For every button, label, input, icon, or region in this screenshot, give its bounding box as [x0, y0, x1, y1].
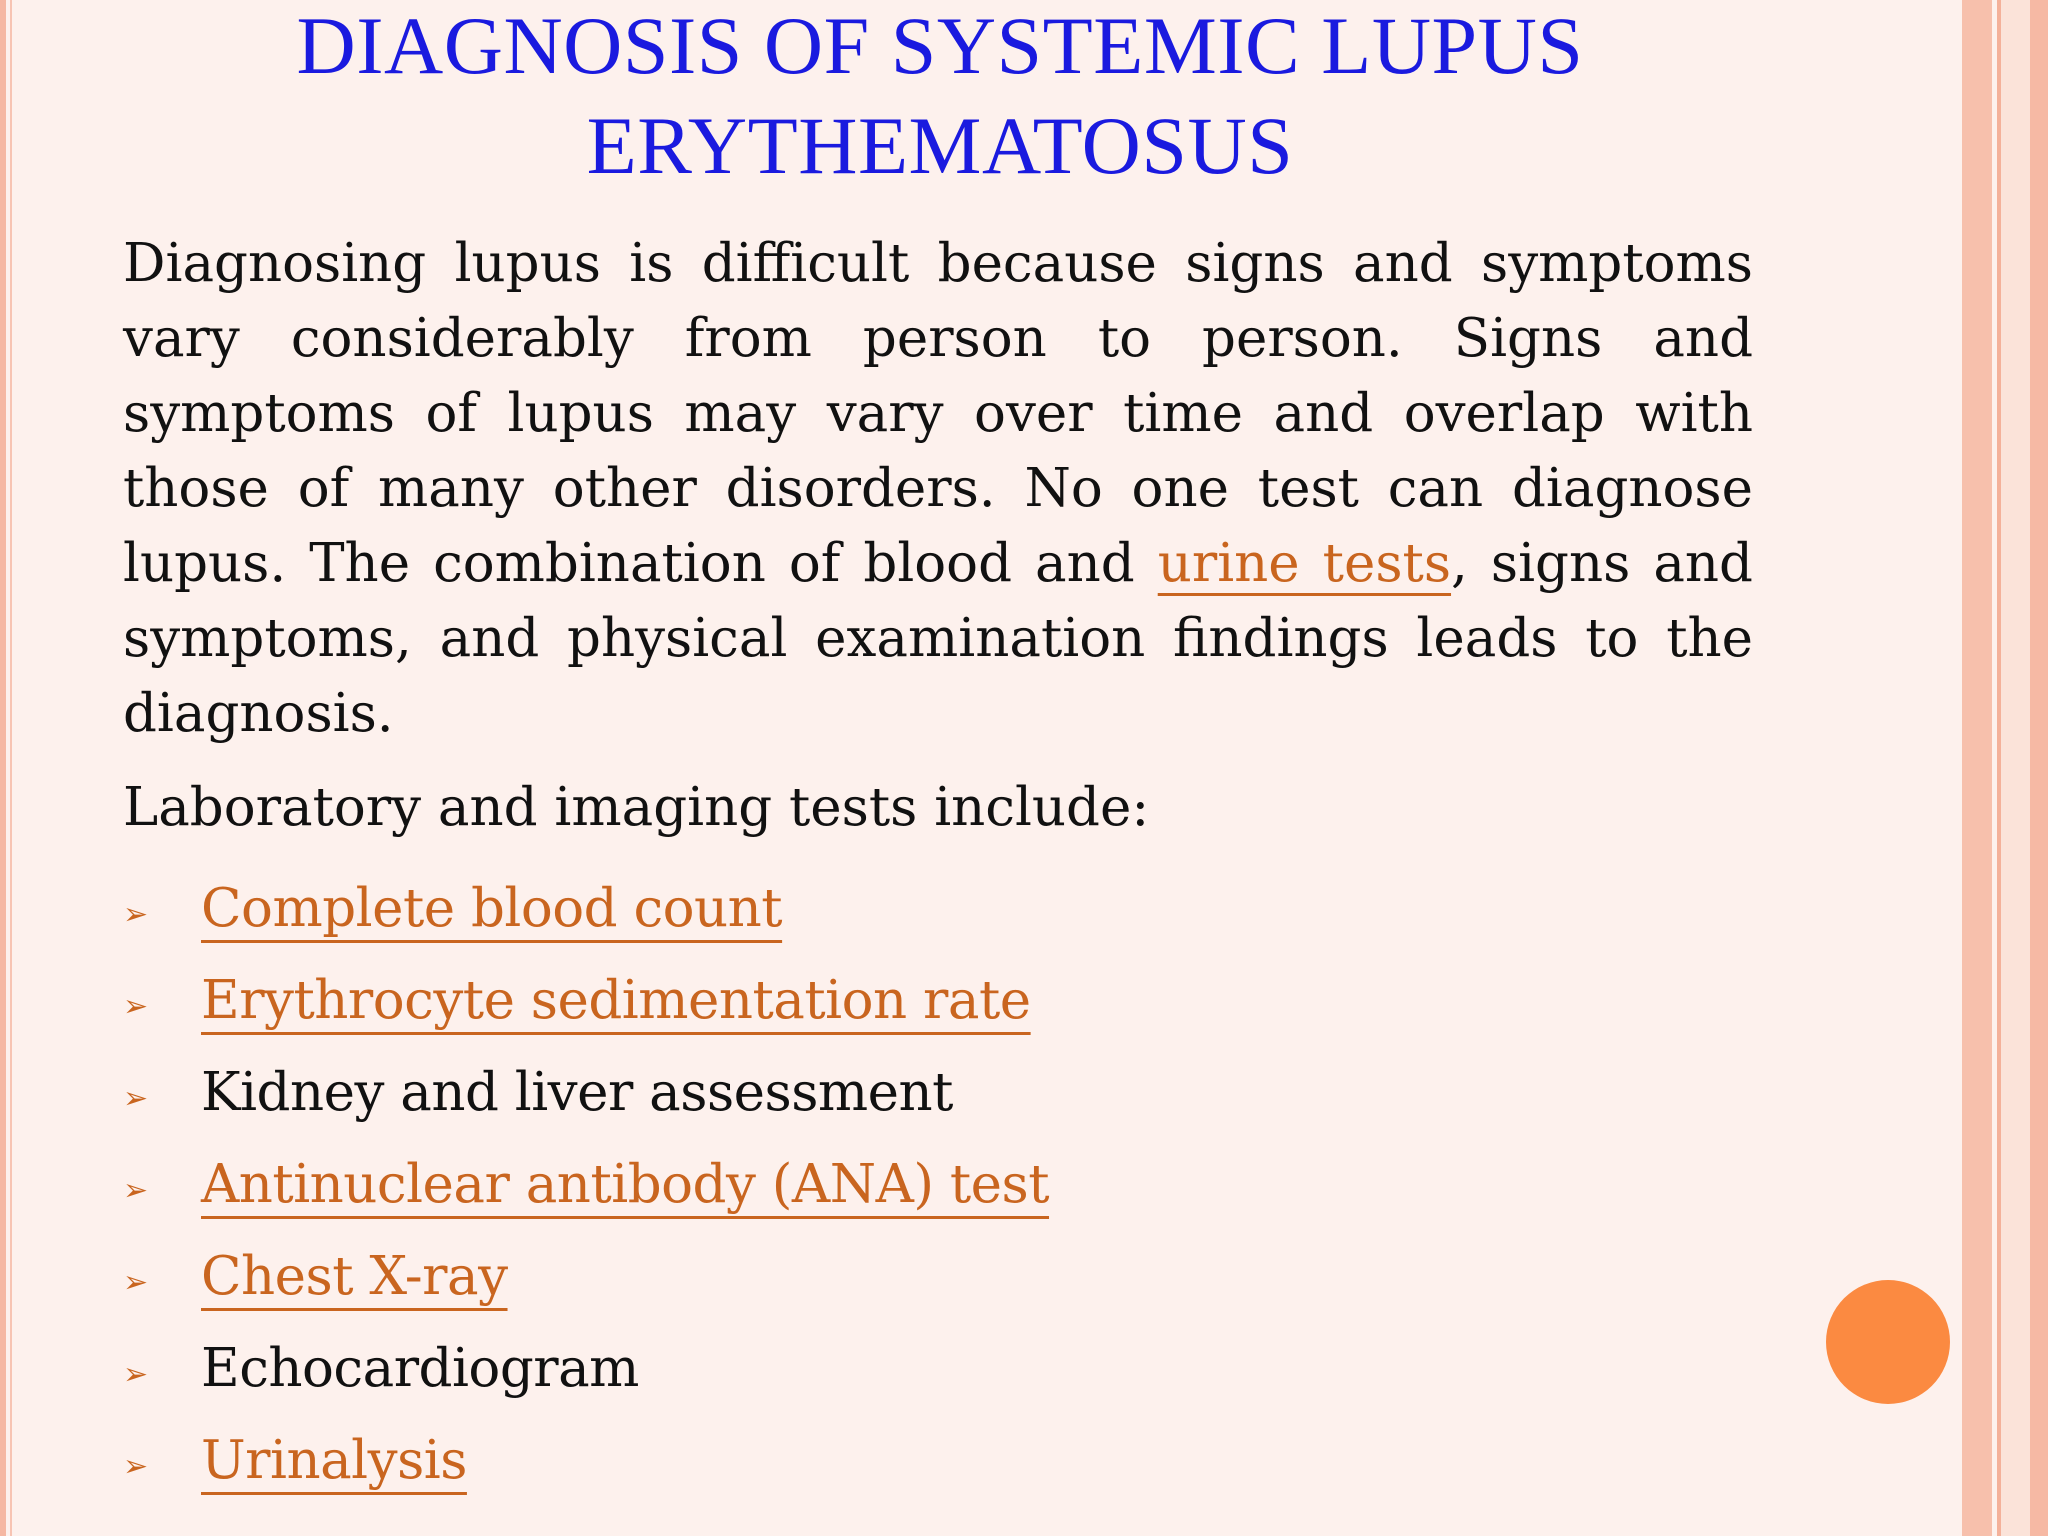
body-paragraph: [123, 226, 1753, 751]
tests-list: [123, 862, 1049, 1506]
arrow-bullet-icon: ➢: [123, 989, 149, 1024]
paragraph-text-start: Diagnosing lupus is difficult because signs and symptoms vary considerably from person to person. Signs and symptoms of lupus may vary over time and overlap with those of many other disorders. No one test can diagnose lupus. The combination of blood and: [123, 233, 1753, 594]
arrow-bullet-icon: ➢: [123, 1449, 149, 1484]
list-item: [123, 1414, 1049, 1506]
test-link[interactable]: Erythrocyte sedimentation rate: [201, 969, 1031, 1031]
left-border-stripe: [0, 0, 6, 1536]
test-label: Echocardiogram: [201, 1337, 639, 1399]
list-item: [123, 1322, 1049, 1414]
test-label: Kidney and liver assessment: [201, 1061, 953, 1123]
right-border-band: [1962, 0, 1992, 1536]
list-item: [123, 1046, 1049, 1138]
list-item: [123, 1138, 1049, 1230]
arrow-bullet-icon: ➢: [123, 1173, 149, 1208]
arrow-bullet-icon: ➢: [123, 1081, 149, 1116]
paragraph-text-end: , signs and symptoms, and physical examination findings leads to the diagnosis.: [123, 533, 1753, 744]
title-line-1: DIAGNOSIS OF SYSTEMIC LUPUS: [296, 0, 1584, 91]
arrow-bullet-icon: ➢: [123, 1265, 149, 1300]
list-item: [123, 1230, 1049, 1322]
test-link[interactable]: Antinuclear antibody (ANA) test: [201, 1153, 1050, 1215]
slide-title: [120, 0, 1760, 196]
urine-tests-link[interactable]: urine tests: [1157, 533, 1452, 594]
arrow-bullet-icon: ➢: [123, 897, 149, 932]
arrow-bullet-icon: ➢: [123, 1357, 149, 1392]
test-link[interactable]: Complete blood count: [201, 877, 783, 939]
list-item: [123, 954, 1049, 1046]
decorative-circle: [1826, 1280, 1950, 1404]
left-border-line: [10, 0, 12, 1536]
test-link[interactable]: Urinalysis: [201, 1429, 467, 1491]
title-line-2: ERYTHEMATOSUS: [586, 100, 1294, 191]
test-link[interactable]: Chest X-ray: [201, 1245, 508, 1307]
tests-intro: Laboratory and imaging tests include:: [123, 777, 1150, 838]
right-border-edge: [2030, 0, 2048, 1536]
list-item: [123, 862, 1049, 954]
